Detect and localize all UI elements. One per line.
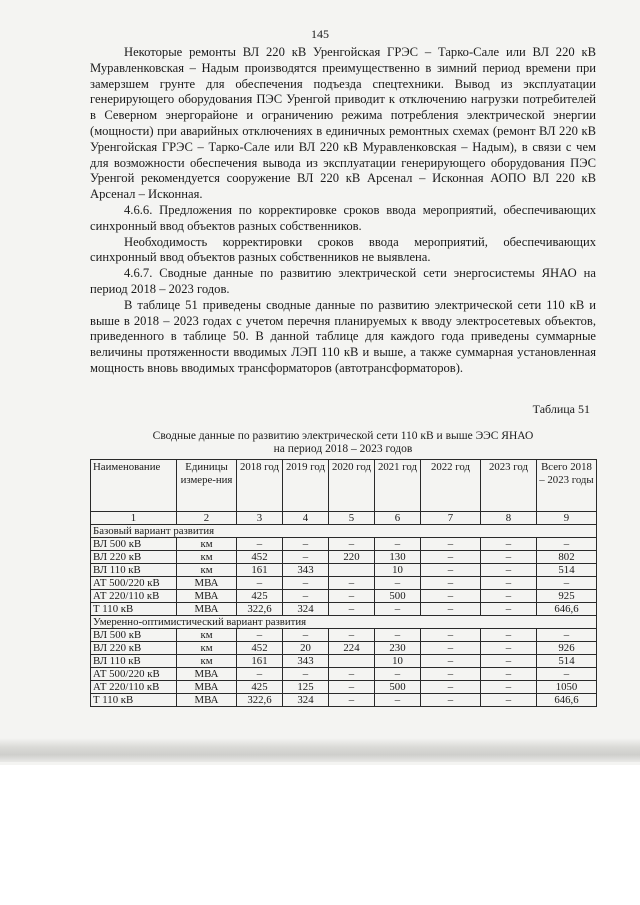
table-cell: Т 110 кВ: [91, 603, 177, 616]
table-cell: [329, 655, 375, 668]
table-row: [91, 603, 597, 616]
table-cell: –: [329, 538, 375, 551]
table-cell: км: [177, 564, 237, 577]
column-header: 2021 год: [375, 460, 421, 512]
table-cell: –: [421, 564, 481, 577]
table-cell: –: [329, 577, 375, 590]
table-cell: 10: [375, 564, 421, 577]
column-header: 2020 год: [329, 460, 375, 512]
column-header: 2023 год: [481, 460, 537, 512]
table-cell: 452: [237, 642, 283, 655]
table-cell: км: [177, 551, 237, 564]
table-cell: 161: [237, 655, 283, 668]
table-cell: 452: [237, 551, 283, 564]
table-cell: –: [421, 577, 481, 590]
table-header-row: [91, 460, 597, 512]
column-header: Всего 2018 – 2023 годы: [537, 460, 597, 512]
table-cell: АТ 220/110 кВ: [91, 590, 177, 603]
table-cell: ВЛ 500 кВ: [91, 629, 177, 642]
table-cell: –: [421, 642, 481, 655]
column-number: 8: [481, 512, 537, 525]
table-cell: –: [375, 538, 421, 551]
table-cell: АТ 500/220 кВ: [91, 668, 177, 681]
table-cell: 343: [283, 655, 329, 668]
table-cell: –: [329, 629, 375, 642]
table-cell: 514: [537, 564, 597, 577]
column-number: 4: [283, 512, 329, 525]
table-cell: –: [375, 629, 421, 642]
table-cell: –: [421, 668, 481, 681]
table-cell: –: [481, 694, 537, 707]
table-cell: –: [283, 590, 329, 603]
column-number: 6: [375, 512, 421, 525]
table-cell: –: [421, 629, 481, 642]
table-cell: 514: [537, 655, 597, 668]
paragraph-5: В таблице 51 приведены сводные данные по развитию электрической сети 110 кВ и выше в 2018 – 2023 годах с учетом перечня планируемых к вводу электросетевых объектов, приведенного в таблице 50. В данной таблице для каждого года приведены суммарные величины протяженности вводимых ЛЭП 110 кВ и выше, а также суммарная установленная мощность вновь вводимых трансформаторов (автотрансформаторов).: [90, 297, 596, 375]
table-cell: –: [537, 629, 597, 642]
table-cell: –: [481, 603, 537, 616]
table-cell: МВА: [177, 603, 237, 616]
table-cell: –: [329, 668, 375, 681]
page-number: 145: [311, 27, 329, 41]
table-cell: ВЛ 220 кВ: [91, 642, 177, 655]
table-cell: –: [375, 603, 421, 616]
table-cell: –: [481, 551, 537, 564]
table-row: [91, 564, 597, 577]
body-text: [90, 45, 596, 377]
table-cell: 10: [375, 655, 421, 668]
table-cell: –: [329, 603, 375, 616]
table-cell: –: [481, 590, 537, 603]
table-cell: –: [421, 538, 481, 551]
table-cell: –: [421, 655, 481, 668]
table-cell: 20: [283, 642, 329, 655]
table-cell: –: [329, 681, 375, 694]
table-cell: МВА: [177, 681, 237, 694]
table-cell: км: [177, 642, 237, 655]
table-cell: МВА: [177, 590, 237, 603]
table-cell: 646,6: [537, 694, 597, 707]
table-row: [91, 551, 597, 564]
paragraph-4: 4.6.7. Сводные данные по развитию электрической сети энергосистемы ЯНАО на период 2018 – 2023 годов.: [90, 266, 596, 296]
table-cell: –: [375, 694, 421, 707]
table-cell: –: [421, 603, 481, 616]
table-cell: –: [375, 577, 421, 590]
table-cell: ВЛ 220 кВ: [91, 551, 177, 564]
section-row: [91, 616, 597, 629]
table-cell: МВА: [177, 577, 237, 590]
table-cell: –: [237, 668, 283, 681]
table-cell: АТ 500/220 кВ: [91, 577, 177, 590]
table-cell: 343: [283, 564, 329, 577]
table-caption-line-1: Сводные данные по развитию электрической сети 110 кВ и выше ЭЭС ЯНАО: [152, 430, 534, 442]
table-cell: –: [375, 668, 421, 681]
table-cell: 802: [537, 551, 597, 564]
table-cell: –: [329, 590, 375, 603]
column-number: 1: [91, 512, 177, 525]
table-cell: 125: [283, 681, 329, 694]
table-cell: ВЛ 500 кВ: [91, 538, 177, 551]
column-number-row: [91, 512, 597, 525]
table-cell: 324: [283, 603, 329, 616]
table-cell: 500: [375, 681, 421, 694]
table-cell: км: [177, 629, 237, 642]
table-cell: –: [421, 590, 481, 603]
table-cell: 646,6: [537, 603, 597, 616]
table-caption-line-2: на период 2018 – 2023 годов: [273, 443, 413, 455]
column-number: 3: [237, 512, 283, 525]
table-cell: 322,6: [237, 694, 283, 707]
section-row: [91, 525, 597, 538]
table-caption: [90, 430, 596, 456]
table-cell: 425: [237, 681, 283, 694]
table-cell: –: [421, 694, 481, 707]
table-cell: [329, 564, 375, 577]
table-label: Таблица 51: [532, 402, 590, 416]
column-header: 2022 год: [421, 460, 481, 512]
table-cell: –: [537, 577, 597, 590]
table-cell: –: [237, 629, 283, 642]
table-cell: МВА: [177, 668, 237, 681]
table-cell: МВА: [177, 694, 237, 707]
summary-table: [90, 459, 597, 707]
table-cell: км: [177, 655, 237, 668]
table-cell: Т 110 кВ: [91, 694, 177, 707]
table-cell: –: [481, 642, 537, 655]
column-header: Единицы измере-ния: [177, 460, 237, 512]
table-row: [91, 694, 597, 707]
table-cell: 925: [537, 590, 597, 603]
column-number: 9: [537, 512, 597, 525]
table-cell: км: [177, 538, 237, 551]
table-row: [91, 577, 597, 590]
table-cell: –: [481, 564, 537, 577]
table-cell: –: [283, 577, 329, 590]
table-cell: –: [481, 538, 537, 551]
table-cell: 230: [375, 642, 421, 655]
table-row: [91, 655, 597, 668]
table-cell: –: [237, 538, 283, 551]
table-cell: 161: [237, 564, 283, 577]
column-header: 2018 год: [237, 460, 283, 512]
table-cell: –: [283, 629, 329, 642]
column-header: 2019 год: [283, 460, 329, 512]
paragraph-3: Необходимость корректировки сроков ввода мероприятий, обеспечивающих синхронный ввод объектов разных собственников не выявлена.: [90, 234, 596, 265]
table-row: [91, 668, 597, 681]
table-row: [91, 590, 597, 603]
column-header: Наименование: [91, 460, 177, 512]
paragraph-2: 4.6.6. Предложения по корректировке сроков ввода мероприятий, обеспечивающих синхронный ввод объектов разных собственников.: [90, 202, 596, 233]
table-cell: –: [537, 668, 597, 681]
table-cell: 425: [237, 590, 283, 603]
table-cell: 130: [375, 551, 421, 564]
table-cell: –: [537, 538, 597, 551]
table-row: [91, 629, 597, 642]
column-number: 2: [177, 512, 237, 525]
table-cell: –: [283, 551, 329, 564]
table-cell: 322,6: [237, 603, 283, 616]
table-cell: –: [481, 655, 537, 668]
table-cell: –: [481, 629, 537, 642]
table-cell: –: [481, 668, 537, 681]
table-cell: 1050: [537, 681, 597, 694]
table-row: [91, 681, 597, 694]
paragraph-1: Некоторые ремонты ВЛ 220 кВ Уренгойская ГРЭС – Тарко-Сале или ВЛ 220 кВ Муравленковская – Надым производятся преимущественно в зимний период времени при замерзшем грунте для обеспечения подъезда спецтехники. Вывод из эксплуатации генерирующего оборудования ПЭС Уренгой приводит к отключению нагрузки потребителей в Северном энергорайоне и ограничению режима потребления электрической энергии (мощности) при аварийных отключениях в единичных ремонтных схемах (ремонт ВЛ 220 кВ Уренгойская ГРЭС – Тарко-Сале или ВЛ 220 кВ Муравленковская – Надым), в связи с чем для возможности обеспечения вывода из эксплуатации генерирующего оборудования ПЭС Уренгой рекомендуется сооружение ВЛ 220 кВ Арсенал – Исконная АОПО ВЛ 220 кВ Арсенал – Исконная.: [90, 45, 596, 202]
table-cell: –: [283, 668, 329, 681]
table-cell: –: [481, 681, 537, 694]
section-title: Базовый вариант развития: [91, 525, 597, 538]
table-cell: –: [421, 681, 481, 694]
table-cell: ВЛ 110 кВ: [91, 655, 177, 668]
column-number: 7: [421, 512, 481, 525]
table-cell: 220: [329, 551, 375, 564]
table-cell: –: [329, 694, 375, 707]
table-cell: 926: [537, 642, 597, 655]
section-title: Умеренно-оптимистический вариант развития: [91, 616, 597, 629]
column-number: 5: [329, 512, 375, 525]
table-cell: –: [283, 538, 329, 551]
table-cell: 500: [375, 590, 421, 603]
table-cell: –: [237, 577, 283, 590]
table-cell: –: [481, 577, 537, 590]
table-cell: ВЛ 110 кВ: [91, 564, 177, 577]
table-cell: 324: [283, 694, 329, 707]
table-cell: –: [421, 551, 481, 564]
table-row: [91, 642, 597, 655]
table-row: [91, 538, 597, 551]
scan-edge-shadow: [0, 738, 640, 762]
table-cell: АТ 220/110 кВ: [91, 681, 177, 694]
table-cell: 224: [329, 642, 375, 655]
